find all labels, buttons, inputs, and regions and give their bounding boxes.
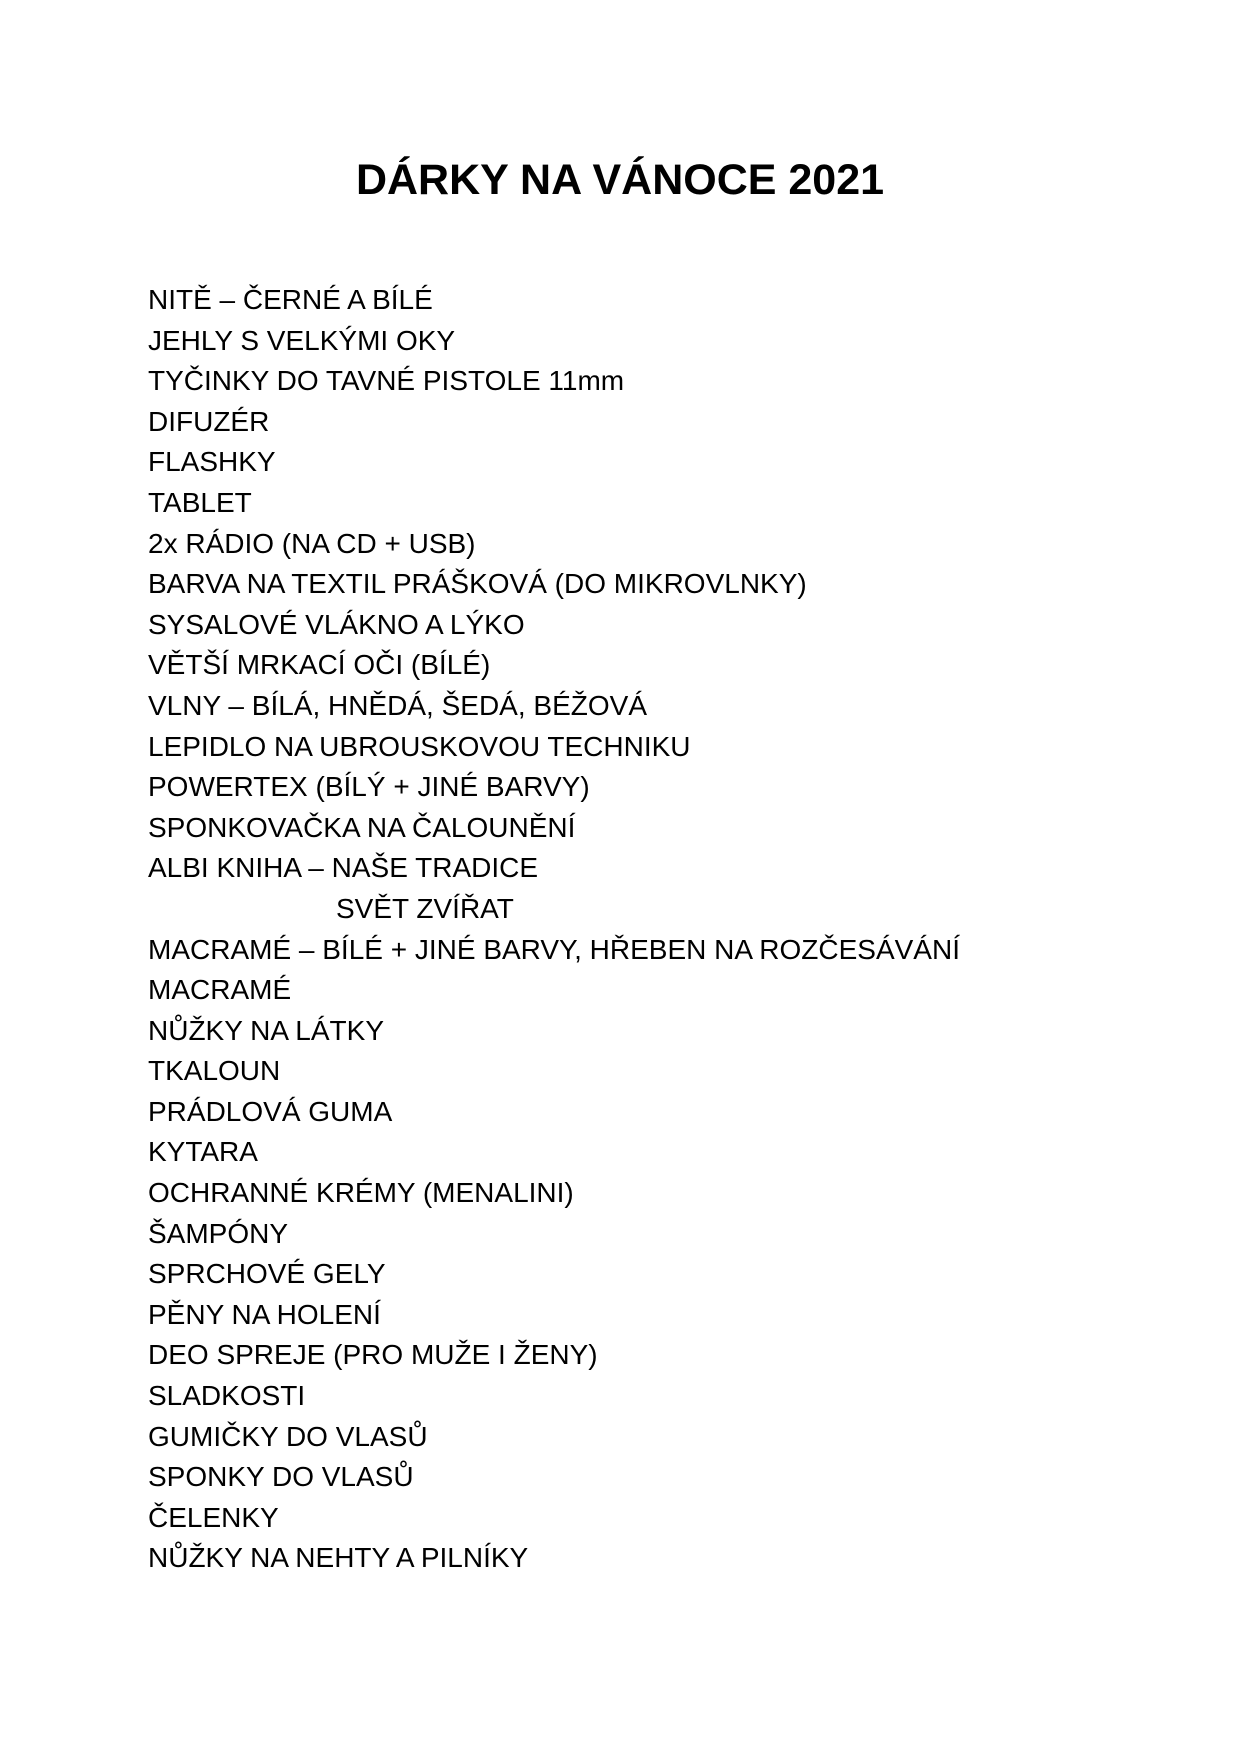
- list-item: NŮŽKY NA NEHTY A PILNÍKY: [148, 1542, 529, 1574]
- list-item: BARVA NA TEXTIL PRÁŠKOVÁ (DO MIKROVLNKY): [148, 568, 807, 600]
- list-item: PĚNY NA HOLENÍ: [148, 1298, 381, 1330]
- list-item: SLADKOSTI: [148, 1380, 306, 1412]
- list-item: VLNY – BÍLÁ, HNĚDÁ, ŠEDÁ, BÉŽOVÁ: [148, 689, 647, 721]
- list-item: DEO SPREJE (PRO MUŽE I ŽENY): [148, 1339, 598, 1371]
- list-item: FLASHKY: [148, 446, 276, 478]
- list-item: POWERTEX (BÍLÝ + JINÉ BARVY): [148, 771, 590, 803]
- list-item: JEHLY S VELKÝMI OKY: [148, 324, 456, 356]
- gift-list: [148, 280, 960, 1579]
- list-item: KYTARA: [148, 1136, 258, 1168]
- list-item: SPONKY DO VLASŮ: [148, 1461, 414, 1493]
- list-item: NITĚ – ČERNÉ A BÍLÉ: [148, 284, 433, 315]
- list-item: OCHRANNÉ KRÉMY (MENALINI): [148, 1177, 574, 1209]
- list-item: NŮŽKY NA LÁTKY: [148, 1014, 385, 1046]
- list-item-continuation: SVĚT ZVÍŘAT: [336, 892, 514, 924]
- list-item: TYČINKY DO TAVNÉ PISTOLE 11mm: [148, 365, 625, 397]
- list-item: GUMIČKY DO VLASŮ: [148, 1420, 428, 1452]
- list-item: ČELENKY: [148, 1501, 279, 1533]
- list-item: VĚTŠÍ MRKACÍ OČI (BÍLÉ): [148, 649, 491, 681]
- list-item: TKALOUN: [148, 1055, 281, 1087]
- list-item: DIFUZÉR: [148, 405, 270, 437]
- list-item: ALBI KNIHA – NAŠE TRADICE: [148, 852, 539, 884]
- list-item: SYSALOVÉ VLÁKNO A LÝKO: [148, 608, 525, 640]
- list-item: LEPIDLO NA UBROUSKOVOU TECHNIKU: [148, 730, 691, 762]
- list-item: MACRAMÉ: [148, 974, 292, 1006]
- list-item: ŠAMPÓNY: [148, 1217, 289, 1249]
- list-item: 2x RÁDIO (NA CD + USB): [148, 527, 476, 559]
- list-item: TABLET: [148, 486, 252, 518]
- list-item: SPONKOVAČKA NA ČALOUNĚNÍ: [148, 811, 576, 843]
- list-item: PRÁDLOVÁ GUMA: [148, 1095, 393, 1127]
- page-title: DÁRKY NA VÁNOCE 2021: [355, 156, 885, 204]
- list-item: SPRCHOVÉ GELY: [148, 1258, 386, 1290]
- list-item: MACRAMÉ – BÍLÉ + JINÉ BARVY, HŘEBEN NA ROZČESÁVÁNÍ: [148, 933, 960, 965]
